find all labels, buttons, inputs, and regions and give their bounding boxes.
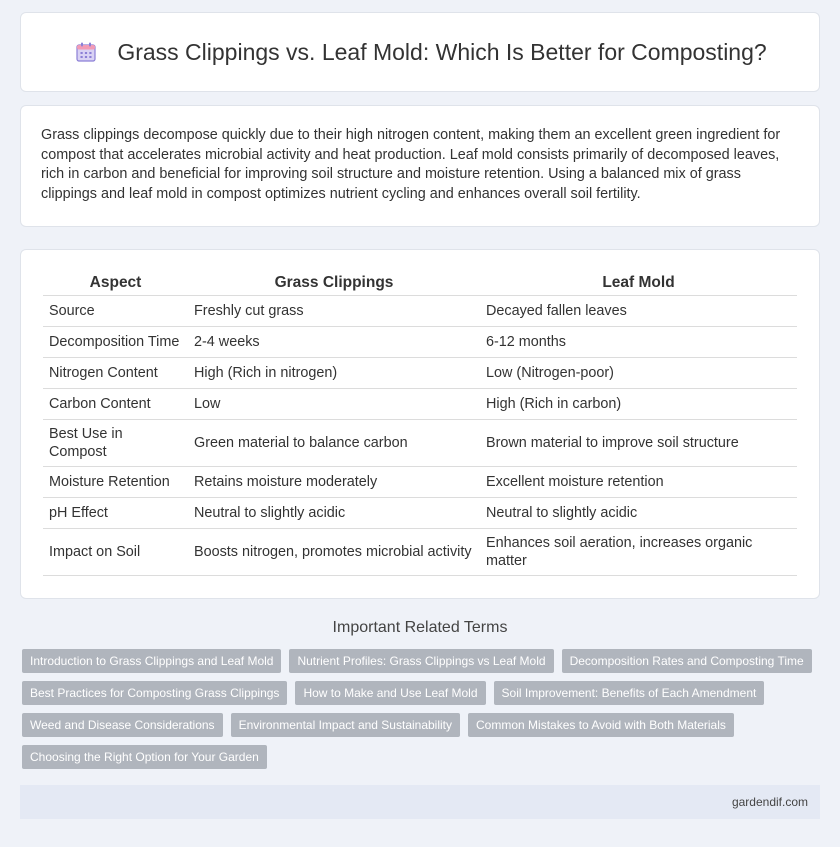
table-cell: Decayed fallen leaves xyxy=(480,296,797,327)
related-term-tag[interactable]: Common Mistakes to Avoid with Both Materials xyxy=(468,713,734,737)
table-cell: Carbon Content xyxy=(43,389,188,420)
footer xyxy=(20,785,820,819)
table-cell: High (Rich in nitrogen) xyxy=(188,358,480,389)
related-term-tag[interactable]: How to Make and Use Leaf Mold xyxy=(295,681,485,705)
header-leaf-mold: Leaf Mold xyxy=(480,270,797,296)
footer-site: gardendif.com xyxy=(731,795,808,809)
table-cell: Freshly cut grass xyxy=(188,296,480,327)
related-term-tag[interactable]: Decomposition Rates and Composting Time xyxy=(562,649,812,673)
intro-text: Grass clippings decompose quickly due to their high nitrogen content, making them an excellent green ingredient for compost that accelerates microbial activity and heat production. Leaf mold consists primarily of decomposed leaves, rich in carbon and beneficial for improving soil structure and moisture retention. Using a balanced mix of grass clippings and leaf mold in compost optimizes nutrient cycling and enhances overall soil fertility. xyxy=(41,127,781,202)
table-cell: Low (Nitrogen-poor) xyxy=(480,358,797,389)
related-terms-title: Important Related Terms xyxy=(332,619,508,636)
table-cell: Low xyxy=(188,389,480,420)
related-term-tag[interactable]: Weed and Disease Considerations xyxy=(22,713,223,737)
table-cell: Decomposition Time xyxy=(43,327,188,358)
table-cell: 6-12 months xyxy=(480,327,797,358)
table-cell: Impact on Soil xyxy=(43,529,188,576)
table-row xyxy=(43,467,797,498)
related-term-tag[interactable]: Soil Improvement: Benefits of Each Amendment xyxy=(494,681,765,705)
table-cell: Best Use in Compost xyxy=(43,420,188,467)
table-row xyxy=(43,296,797,327)
table-cell: Moisture Retention xyxy=(43,467,188,498)
related-term-tag[interactable]: Best Practices for Composting Grass Clippings xyxy=(22,681,287,705)
table-cell: Source xyxy=(43,296,188,327)
related-terms-section xyxy=(20,619,820,769)
calendar-icon xyxy=(73,39,99,65)
page-title: Grass Clippings vs. Leaf Mold: Which Is Better for Composting? xyxy=(117,38,767,65)
table-row xyxy=(43,498,797,529)
related-term-tag[interactable]: Nutrient Profiles: Grass Clippings vs Leaf Mold xyxy=(289,649,553,673)
related-term-tag[interactable]: Introduction to Grass Clippings and Leaf Mold xyxy=(22,649,281,673)
table-cell: Retains moisture moderately xyxy=(188,467,480,498)
table-cell: 2-4 weeks xyxy=(188,327,480,358)
table-cell: Neutral to slightly acidic xyxy=(480,498,797,529)
table-cell: Excellent moisture retention xyxy=(480,467,797,498)
table-cell: Neutral to slightly acidic xyxy=(188,498,480,529)
comparison-table-card xyxy=(20,249,820,599)
header-grass-clippings: Grass Clippings xyxy=(188,270,480,296)
table-cell: High (Rich in carbon) xyxy=(480,389,797,420)
table-cell: Brown material to improve soil structure xyxy=(480,420,797,467)
related-term-tag[interactable]: Choosing the Right Option for Your Garden xyxy=(22,745,267,769)
header-aspect: Aspect xyxy=(43,270,188,296)
table-cell: Green material to balance carbon xyxy=(188,420,480,467)
table-header-row xyxy=(43,270,797,296)
intro-card xyxy=(20,105,820,227)
related-term-tag[interactable]: Environmental Impact and Sustainability xyxy=(231,713,460,737)
header-card xyxy=(20,12,820,92)
table-row xyxy=(43,529,797,576)
table-cell: Nitrogen Content xyxy=(43,358,188,389)
table-cell: Enhances soil aeration, increases organic matter xyxy=(480,529,797,576)
table-row xyxy=(43,327,797,358)
table-row xyxy=(43,420,797,467)
related-terms-tags xyxy=(20,649,820,769)
table-cell: Boosts nitrogen, promotes microbial activity xyxy=(188,529,480,576)
table-row xyxy=(43,358,797,389)
table-row xyxy=(43,389,797,420)
comparison-table xyxy=(43,270,797,576)
table-cell: pH Effect xyxy=(43,498,188,529)
